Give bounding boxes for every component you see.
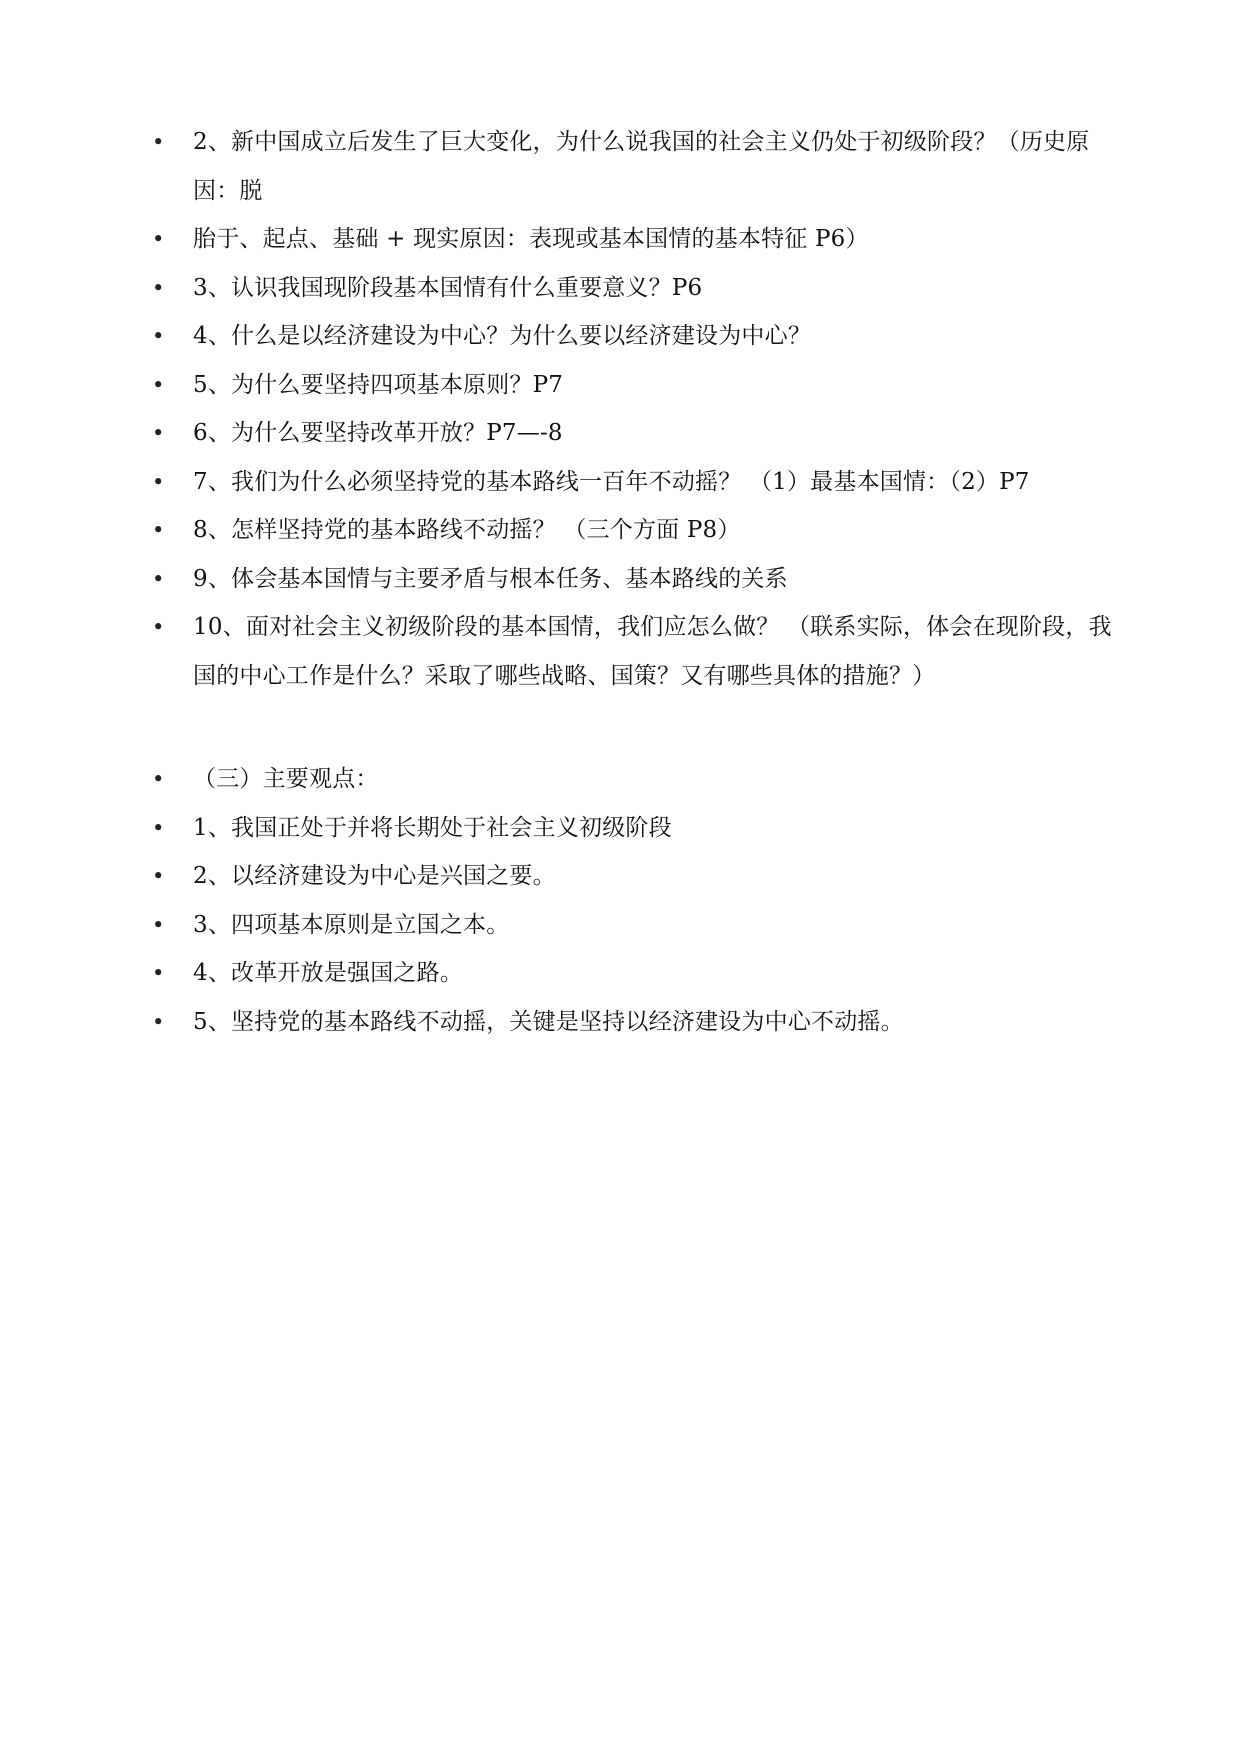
list-item-text: 9、体会基本国情与主要矛盾与根本任务、基本路线的关系 [193,565,788,592]
section-heading: （三）主要观点： [193,766,379,792]
list-item-text: 5、为什么要坚持四项基本原则？P7 [193,371,564,398]
list-item-text: 7、我们为什么必须坚持党的基本路线一百年不动摇？ （1）最基本国情：（2）P7 [193,468,1030,495]
list-item-text: 2、新中国成立后发生了巨大变化，为什么说我国的社会主义仍处于初级阶段？（历史原因：脱 [193,129,1090,204]
list-item [152,215,1132,264]
list-item-text: 5、坚持党的基本路线不动摇，关键是坚持以经济建设为中心不动摇。 [193,1008,904,1035]
list-item-text: 4、改革开放是强国之路。 [193,960,464,986]
list-item-text: 3、认识我国现阶段基本国情有什么重要意义？P6 [193,274,703,301]
list-item-text: 8、怎样坚持党的基本路线不动摇？ （三个方面 P8） [193,517,741,543]
list-item-text: 6、为什么要坚持改革开放？P7—-8 [193,420,563,446]
bullet-icon: • [152,469,165,494]
bullet-icon: • [152,1009,165,1034]
list-item [152,458,1132,507]
list-item [152,901,1132,950]
list-item [152,603,1132,700]
question-list [152,118,1132,700]
main-points-list [152,755,1132,1046]
list-item-text: 4、什么是以经济建设为中心？为什么要以经济建设为中心？ [193,323,812,349]
list-item [152,555,1132,604]
list-item-text: 2、以经济建设为中心是兴国之要。 [193,863,556,889]
section-heading-item [152,755,1132,804]
list-item [152,804,1132,853]
list-item-text: 胎于、起点、基础 + 现实原因：表现或基本国情的基本特征 P6） [193,226,869,252]
list-item-text: 10、面对社会主义初级阶段的基本国情，我们应怎么做？ （联系实际，体会在现阶段，我国的中心工作是什么？采取了哪些战略、国策？又有哪些具体的措施？） [193,614,1112,689]
list-item [152,998,1132,1047]
list-item [152,506,1132,555]
bullet-icon: • [152,421,165,445]
bullet-icon: • [152,864,165,888]
list-item [152,264,1132,313]
list-item-text: 1、我国正处于并将长期处于社会主义初级阶段 [193,814,672,841]
bullet-icon: • [152,566,165,591]
list-item [152,949,1132,998]
list-item [152,312,1132,361]
bullet-icon: • [152,130,165,154]
list-item [152,409,1132,458]
bullet-icon: • [152,767,165,791]
list-item [152,118,1132,215]
bullet-icon: • [152,815,165,840]
bullet-icon: • [152,518,165,542]
bullet-icon: • [152,912,165,937]
bullet-icon: • [152,324,165,348]
list-item [152,361,1132,410]
bullet-icon: • [152,227,165,251]
bullet-icon: • [152,372,165,397]
list-item [152,852,1132,901]
bullet-icon: • [152,275,165,300]
bullet-icon: • [152,961,165,985]
list-item-text: 3、四项基本原则是立国之本。 [193,911,510,938]
bullet-icon: • [152,615,165,639]
